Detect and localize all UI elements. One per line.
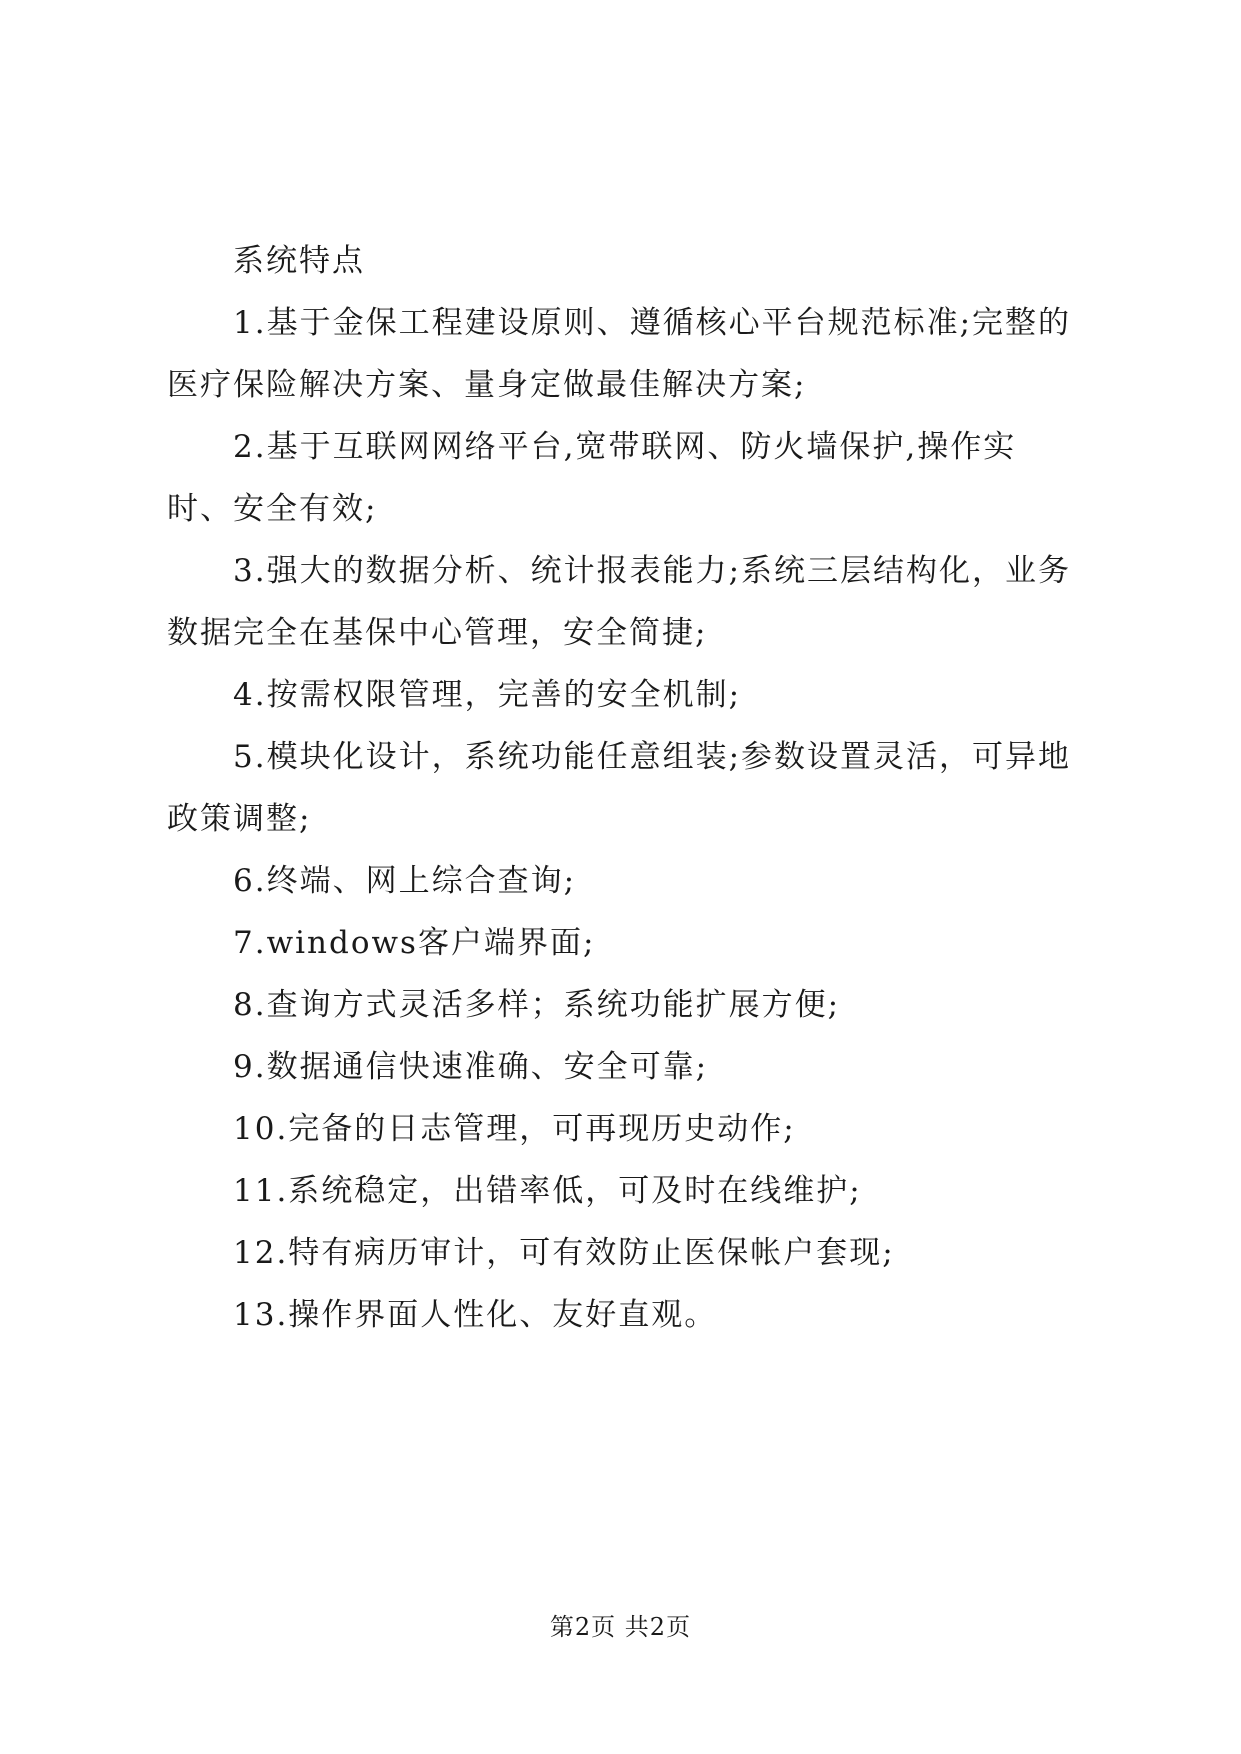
feature-item-8: 8.查询方式灵活多样；系统功能扩展方便;	[233, 987, 841, 1023]
feature-item-6: 6.终端、网上综合查询;	[233, 863, 577, 899]
feature-item-11: 11.系统稳定，出错率低，可及时在线维护;	[233, 1173, 862, 1209]
feature-item-7: 7.windows客户端界面;	[233, 925, 596, 961]
feature-item-13: 13.操作界面人性化、友好直观。	[233, 1297, 718, 1333]
feature-item-2: 2.基于互联网网络平台,宽带联网、防火墙保护,操作实时、安全有效;	[167, 429, 1017, 527]
feature-item-1: 1.基于金保工程建设原则、遵循核心平台规范标准;完整的医疗保险解决方案、量身定做最佳解决方案;	[167, 305, 1072, 403]
page-number-label: 第2页 共2页	[549, 1613, 692, 1641]
feature-item-10: 10.完备的日志管理，可再现历史动作;	[233, 1111, 796, 1147]
feature-item-4: 4.按需权限管理，完善的安全机制;	[233, 677, 742, 713]
document-body	[167, 230, 1082, 1346]
page-footer	[0, 1612, 1241, 1642]
section-heading: 系统特点	[233, 243, 365, 279]
feature-item-5: 5.模块化设计，系统功能任意组装;参数设置灵活，可异地政策调整;	[167, 739, 1072, 837]
feature-item-9: 9.数据通信快速准确、安全可靠;	[233, 1049, 709, 1085]
feature-item-3: 3.强大的数据分析、统计报表能力;系统三层结构化，业务数据完全在基保中心管理，安全简捷;	[167, 553, 1072, 651]
feature-item-12: 12.特有病历审计，可有效防止医保帐户套现;	[233, 1235, 895, 1271]
